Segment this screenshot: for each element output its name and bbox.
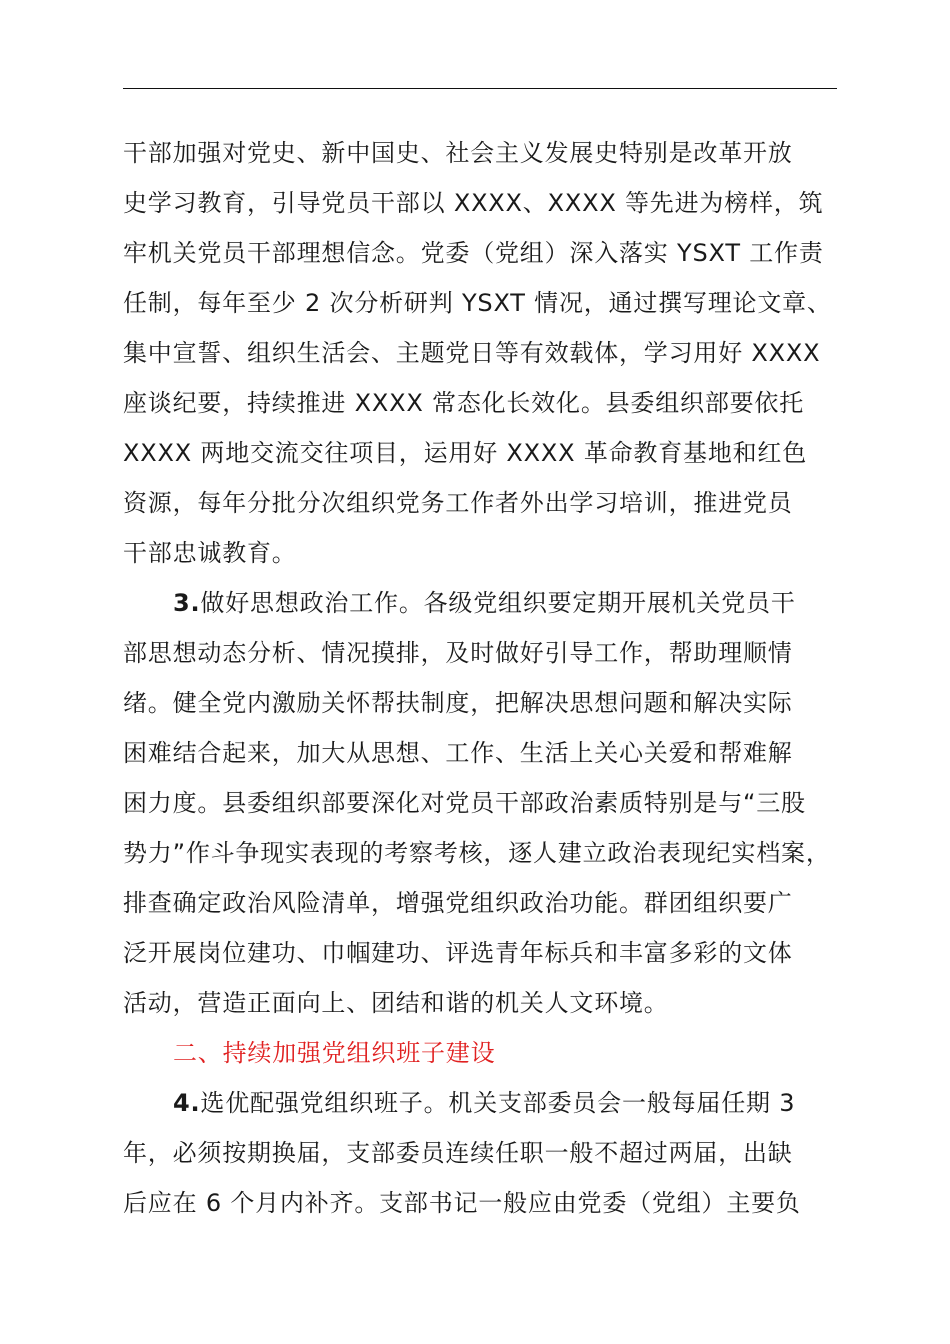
paragraph-2: [123, 578, 863, 1028]
text-line: 座谈纪要，持续推进 XXXX 常态化长效化。县委组织部要依托: [123, 389, 805, 417]
document-body: [123, 128, 863, 1228]
text-run: 选优配强党组织班子。机关支部委员会一般每届任期 3: [200, 1089, 796, 1117]
text-line: 活动，营造正面向上、团结和谐的机关人文环境。: [123, 989, 669, 1017]
text-line: 集中宣誓、组织生活会、主题党日等有效载体，学习用好 XXXX: [123, 339, 821, 367]
section-heading: 二、持续加强党组织班子建设: [173, 1039, 496, 1067]
text-line: 资源，每年分批分次组织党务工作者外出学习培训，推进党员: [123, 489, 793, 517]
paragraph-first-line: [123, 1078, 863, 1128]
text-line: 困难结合起来，加大从思想、工作、生活上关心关爱和帮难解: [123, 739, 793, 767]
text-line: 史学习教育，引导党员干部以 XXXX、XXXX 等先进为榜样，筑: [123, 189, 824, 217]
text-line: 势力”作斗争现实表现的考察考核，逐人建立政治表现纪实档案，: [123, 839, 831, 867]
text-line: 部思想动态分析、情况摸排，及时做好引导工作，帮助理顺情: [123, 639, 793, 667]
text-line: 困力度。县委组织部要深化对党员干部政治素质特别是与“三股: [123, 789, 806, 817]
text-line: 年，必须按期换届，支部委员连续任职一般不超过两届，出缺: [123, 1139, 793, 1167]
item-number: 3.: [173, 589, 201, 617]
text-line: 牢机关党员干部理想信念。党委（党组）深入落实 YSXT 工作责: [123, 239, 824, 267]
text-line: 干部加强对党史、新中国史、社会主义发展史特别是改革开放: [123, 139, 793, 167]
header-rule: [123, 88, 837, 89]
item-number: 4.: [173, 1089, 201, 1117]
text-line: 绪。健全党内激励关怀帮扶制度，把解决思想问题和解决实际: [123, 689, 793, 717]
text-line: 后应在 6 个月内补齐。支部书记一般应由党委（党组）主要负: [123, 1189, 801, 1217]
text-line: 泛开展岗位建功、巾帼建功、评选青年标兵和丰富多彩的文体: [123, 939, 793, 967]
text-run: 做好思想政治工作。各级党组织要定期开展机关党员干: [200, 589, 796, 617]
paragraph-3: [123, 1078, 863, 1228]
text-line: XXXX 两地交流交往项目，运用好 XXXX 革命教育基地和红色: [123, 439, 808, 467]
text-line: 排查确定政治风险清单，增强党组织政治功能。群团组织要广: [123, 889, 793, 917]
text-line: 干部忠诚教育。: [123, 539, 297, 567]
text-line: 任制，每年至少 2 次分析研判 YSXT 情况，通过撰写理论文章、: [123, 289, 832, 317]
paragraph-1: [123, 128, 863, 578]
paragraph-first-line: [123, 578, 863, 628]
